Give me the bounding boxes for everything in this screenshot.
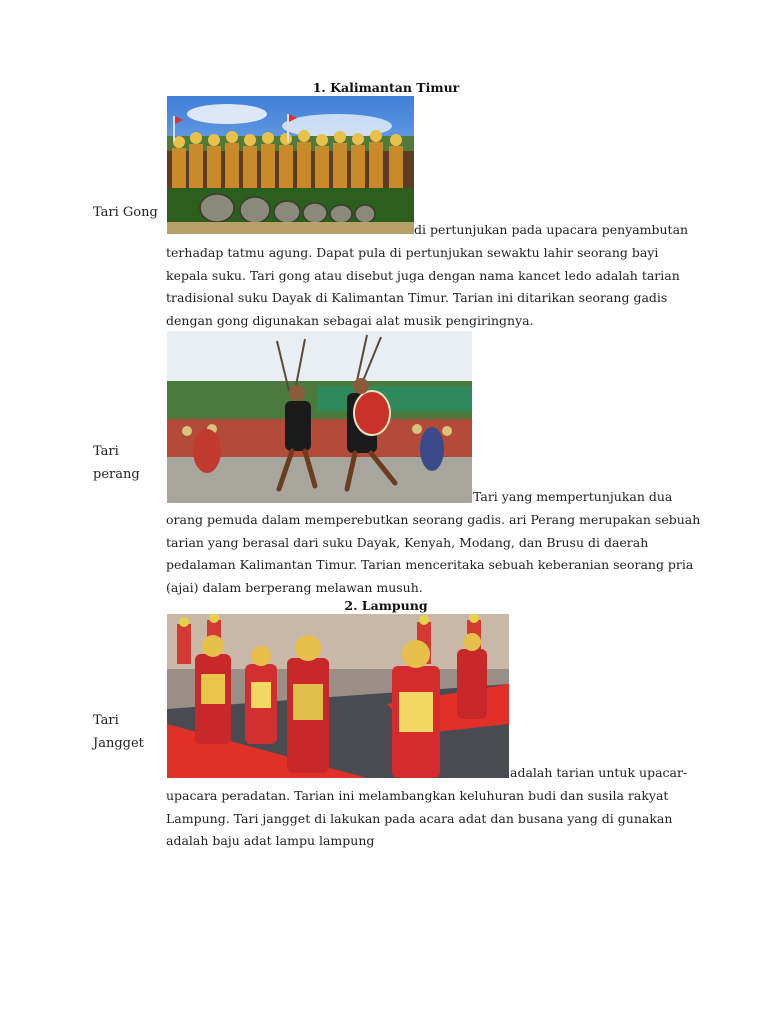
dance-description-tari-perang: orang pemuda dalam memperebutkan seorang gadis. ari Perang merupakan sebuah tarian yang berasal dari suku Dayak, Kenyah, Modang, dan Brusu di daerah pedalaman Kalimantan Timur. Tarian menceritaka sebuah keberanian seorang pria (ajai) dalam berperang melawan musuh.	[166, 512, 701, 595]
war-dance-photo	[167, 331, 472, 503]
dance-description-first-line: Tari yang mempertunjukan dua	[473, 489, 673, 504]
section-heading-kalimantan-timur: 1. Kalimantan Timur	[312, 80, 460, 95]
dance-description-first-line: adalah tarian untuk upacar-	[510, 765, 688, 780]
dance-description-tari-gong: terhadap tatmu agung. Dapat pula di pertunjukan sewaktu lahir seorang bayi kepala suku. Tari gong atau disebut juga dengan nama kancet ledo adalah tarian tradisional suku Dayak di Kalimantan Timur. Tarian ini ditarikan seorang gadis dengan gong digunakan sebagai alat musik pengiringnya.	[166, 245, 680, 328]
gong-dance-photo	[167, 96, 414, 234]
dance-label-tari-jangget: Tari Jangget	[93, 713, 144, 751]
jangget-dance-photo	[167, 614, 509, 778]
dance-description-tari-jangget: upacara peradatan. Tarian ini melambangkan keluhuran budi dan susila rakyat Lampung. Tari jangget di lakukan pada acara adat dan busana yang di gunakan adalah baju adat lampu lampung	[166, 788, 673, 849]
dance-label-tari-perang: Tari perang	[93, 444, 140, 482]
dance-label-tari-gong: Tari Gong	[93, 205, 158, 220]
dance-description-first-line: di pertunjukan pada upacara penyambutan	[414, 222, 689, 237]
section-heading-lampung: 2. Lampung	[344, 598, 428, 613]
